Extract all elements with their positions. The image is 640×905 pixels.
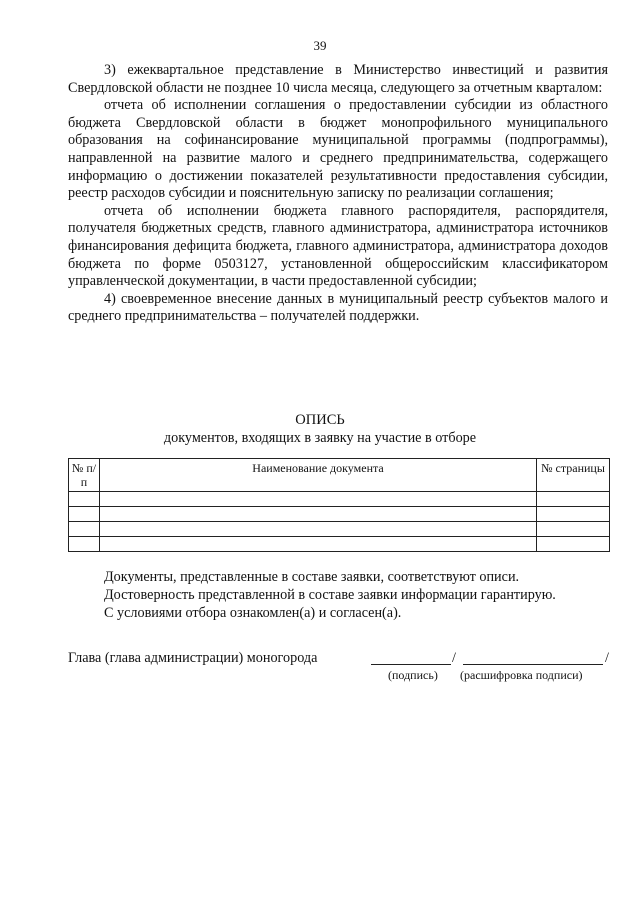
page-number: 39 (313, 38, 327, 53)
column-header-document-name: Наименование документа (100, 459, 537, 492)
document-body (68, 62, 608, 326)
paragraph-report-budget: отчета об исполнении бюджета главного распорядителя, распорядителя, получателя бюджетных средств, главного администратора, администратора источников финансирования дефицита бюджета, главного администратора, администратора доходов бюджета по форме 0503127, установленной общероссийским классификатором управленческой документации, в части предоставленной субсидии; (68, 202, 608, 290)
table-cell (100, 537, 537, 552)
statement-conformity: Документы, представленные в составе заявки, соответствуют описи. (104, 569, 520, 585)
paragraph-report-agreement: отчета об исполнении соглашения о предоставлении субсидии из областного бюджета Свердловской области в бюджет монопрофильного муниципального образования на софинансирование муниципальной программы (подпрограммы), направленной на развитие малого и среднего предпринимательства, содержащего информацию о достижении показателей результативности предоставления субсидии, реестр расходов субсидии и пояснительную записку по реализации соглашения; (68, 97, 608, 202)
table-cell (537, 537, 610, 552)
table-header-row (69, 459, 610, 492)
signature-label: Глава (глава администрации) моногорода (68, 650, 318, 666)
decoding-caption: (расшифровка подписи) (460, 668, 583, 682)
table-cell (100, 492, 537, 507)
table-cell (69, 507, 100, 522)
table-cell (100, 507, 537, 522)
column-header-number: № п/п (69, 459, 100, 492)
table-row (69, 492, 610, 507)
statements (68, 568, 608, 622)
column-header-page: № страницы (537, 459, 610, 492)
opis-title: ОПИСЬ (295, 412, 345, 428)
signature-slash: / (452, 650, 456, 666)
paragraph-item-4: 4) своевременное внесение данных в муниципальный реестр субъектов малого и среднего предпринимательства – получателей поддержки. (68, 290, 608, 325)
decoding-line (463, 664, 603, 665)
table-cell (69, 537, 100, 552)
paragraph-item-3: 3) ежеквартальное представление в Министерство инвестиций и развития Свердловской области не позднее 10 числа месяца, следующего за отчетным кварталом: (68, 62, 608, 96)
table-row (69, 522, 610, 537)
signature-caption: (подпись) (388, 668, 438, 682)
opis-table (68, 458, 610, 552)
table-cell (537, 492, 610, 507)
table-cell (537, 507, 610, 522)
opis-subtitle: документов, входящих в заявку на участие в отборе (163, 430, 477, 446)
statement-agreement: С условиями отбора ознакомлен(а) и согласен(а). (104, 605, 402, 621)
statement-accuracy: Достоверность представленной в составе заявки информации гарантирую. (104, 587, 556, 603)
table-cell (537, 522, 610, 537)
table-row (69, 507, 610, 522)
table-cell (69, 492, 100, 507)
table-cell (100, 522, 537, 537)
decoding-slash: / (605, 650, 609, 666)
table-row (69, 537, 610, 552)
table-cell (69, 522, 100, 537)
signature-line (371, 664, 451, 665)
